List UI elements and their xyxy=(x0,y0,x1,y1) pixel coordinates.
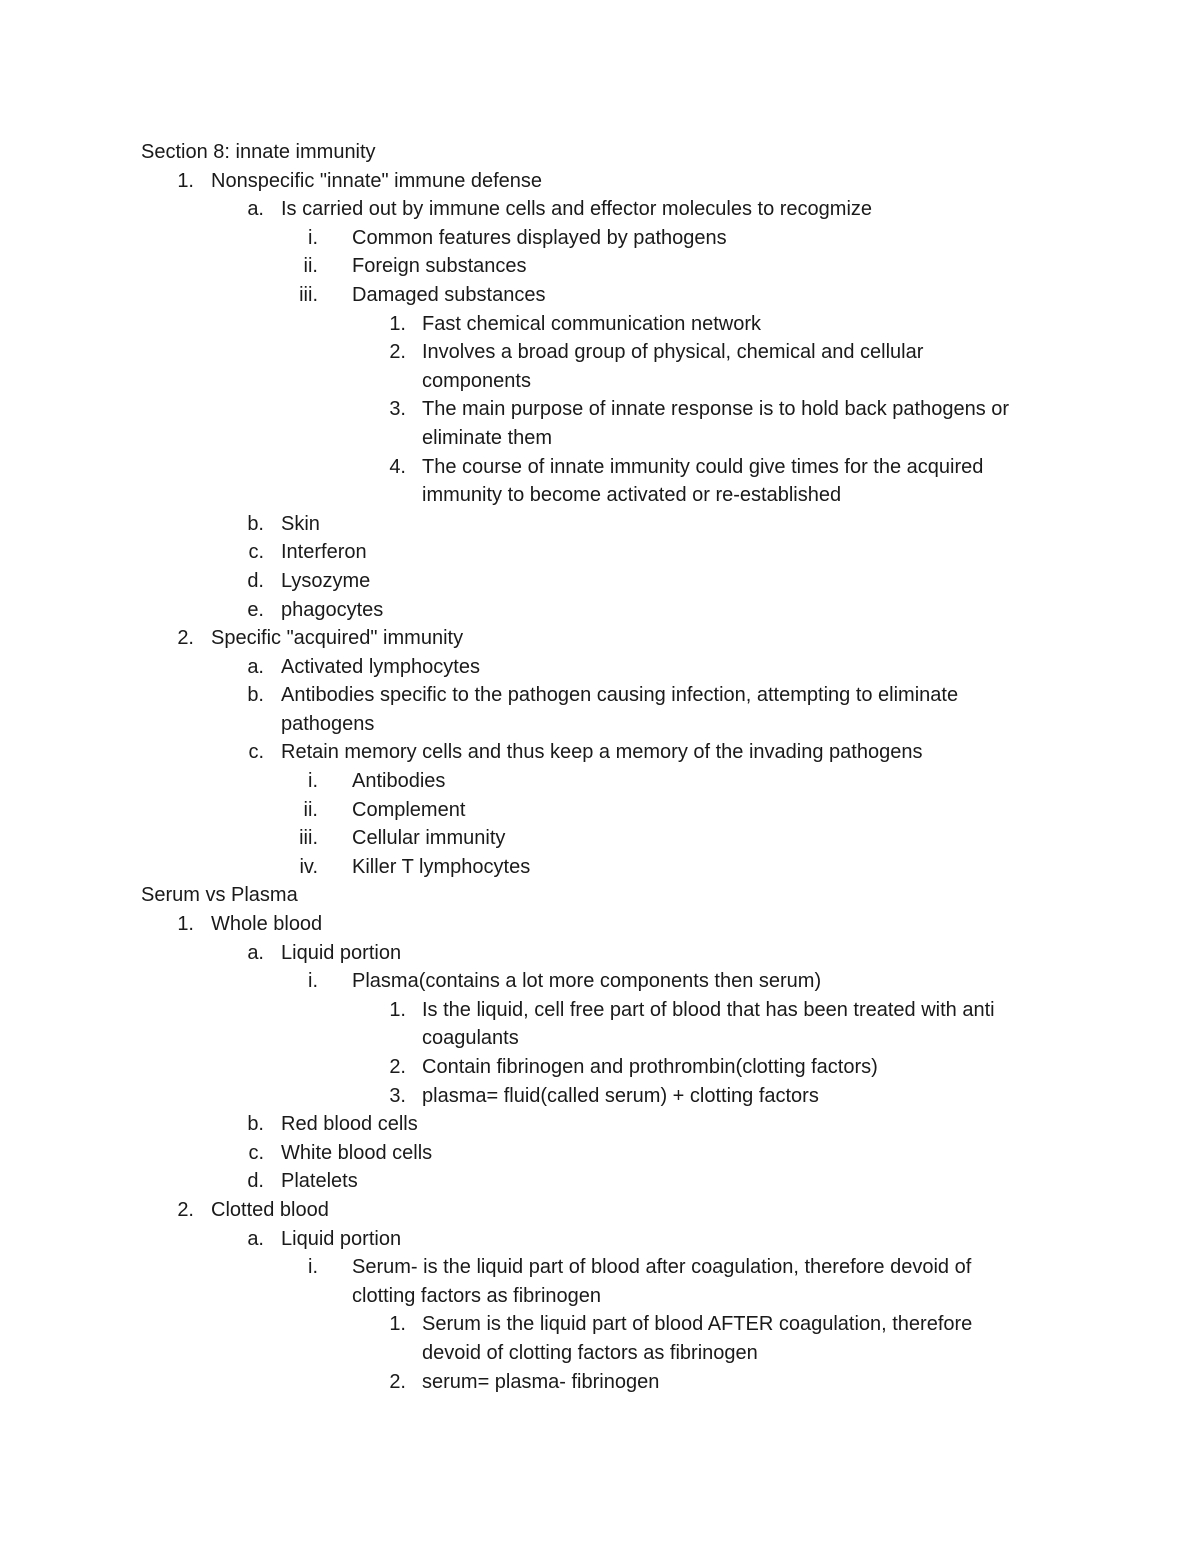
list-item-text: plasma= fluid(called serum) + clotting factors xyxy=(422,1084,819,1107)
list-item-text: Contain fibrinogen and prothrombin(clotting factors) xyxy=(422,1056,878,1078)
list-marker: d. xyxy=(247,1170,264,1193)
list-marker: ii. xyxy=(303,255,318,278)
list-item-text: Damaged substances xyxy=(352,283,546,306)
list-item-text: Liquid portion xyxy=(281,941,402,964)
list-marker: i. xyxy=(308,770,318,793)
list-item-text: Section 8: innate immunity xyxy=(141,141,376,163)
section-heading xyxy=(0,881,1200,910)
list-marker: 2. xyxy=(177,1198,194,1221)
list-item xyxy=(0,224,1200,253)
list-marker: 1. xyxy=(177,169,194,192)
list-item xyxy=(0,996,1200,1025)
list-marker: a. xyxy=(247,198,264,221)
list-item-text: coagulants xyxy=(422,1027,519,1050)
list-marker: c. xyxy=(248,1141,264,1164)
list-marker: 2. xyxy=(177,627,194,650)
list-item-text: Is the liquid, cell free part of blood that has been treated with anti xyxy=(422,998,995,1021)
list-item xyxy=(0,1310,1200,1339)
list-item-text: Serum vs Plasma xyxy=(141,884,298,907)
list-item xyxy=(0,510,1200,539)
list-item xyxy=(0,710,1200,739)
list-item-text: Plasma(contains a lot more components then serum) xyxy=(352,970,822,993)
list-item xyxy=(0,1368,1200,1397)
list-item-text: Nonspecific "innate" immune defense xyxy=(211,169,543,192)
list-item xyxy=(0,1196,1200,1225)
list-item-text: clotting factors as fibrinogen xyxy=(352,1284,602,1307)
list-item-text: Antibodies xyxy=(352,770,446,793)
list-item-text: Antibodies specific to the pathogen causing infection, attempting to eliminate xyxy=(281,684,959,707)
list-item xyxy=(0,281,1200,310)
list-item xyxy=(0,1339,1200,1368)
list-marker: 2. xyxy=(389,341,406,364)
list-item-text: Foreign substances xyxy=(352,255,527,278)
list-item xyxy=(0,596,1200,625)
list-marker: iii. xyxy=(299,827,318,850)
list-item xyxy=(0,538,1200,567)
list-item xyxy=(0,1053,1200,1082)
list-marker: b. xyxy=(247,1113,264,1136)
list-marker: b. xyxy=(247,684,264,707)
list-item-text: immunity to become activated or re-established xyxy=(422,484,842,507)
list-marker: a. xyxy=(247,941,264,964)
list-item xyxy=(0,967,1200,996)
list-marker: i. xyxy=(308,1256,318,1279)
list-item xyxy=(0,1024,1200,1053)
list-item-text: phagocytes xyxy=(281,598,384,621)
list-item-text: Platelets xyxy=(281,1170,358,1193)
list-item-text: Involves a broad group of physical, chemical and cellular xyxy=(422,341,924,364)
list-marker: e. xyxy=(247,598,264,621)
list-item xyxy=(0,1253,1200,1282)
list-item-text: serum= plasma- fibrinogen xyxy=(422,1370,660,1393)
list-item-text: Common features displayed by pathogens xyxy=(352,226,727,249)
list-item-text: Killer T lymphocytes xyxy=(352,855,531,878)
list-item-text: Whole blood xyxy=(211,913,323,936)
list-item xyxy=(0,1225,1200,1254)
list-item-text: Fast chemical communication network xyxy=(422,312,762,335)
list-marker: iv. xyxy=(299,855,318,878)
list-item-text: Liquid portion xyxy=(281,1227,402,1250)
list-item-text: Clotted blood xyxy=(211,1198,329,1221)
list-item xyxy=(0,338,1200,367)
list-item xyxy=(0,252,1200,281)
list-item-text: Serum- is the liquid part of blood after coagulation, therefore devoid of xyxy=(352,1256,972,1279)
list-item xyxy=(0,1167,1200,1196)
list-marker: 1. xyxy=(389,998,406,1021)
document-page xyxy=(0,138,1200,1396)
list-item xyxy=(0,653,1200,682)
list-item-text: Serum is the liquid part of blood AFTER coagulation, therefore xyxy=(422,1313,973,1336)
list-item xyxy=(0,1082,1200,1111)
list-item xyxy=(0,310,1200,339)
list-item-text: components xyxy=(422,369,531,392)
list-item-text: Cellular immunity xyxy=(352,827,506,850)
list-marker: iii. xyxy=(299,283,318,306)
list-item-text: Specific "acquired" immunity xyxy=(211,627,464,650)
list-marker: 3. xyxy=(389,1084,406,1107)
list-item xyxy=(0,1110,1200,1139)
list-item-text: Activated lymphocytes xyxy=(281,655,480,678)
list-marker: 2. xyxy=(389,1370,406,1393)
list-item xyxy=(0,1282,1200,1311)
list-item xyxy=(0,681,1200,710)
list-item xyxy=(0,395,1200,424)
list-item xyxy=(0,767,1200,796)
list-item xyxy=(0,910,1200,939)
list-item xyxy=(0,939,1200,968)
list-marker: ii. xyxy=(303,798,318,821)
list-item xyxy=(0,824,1200,853)
list-marker: c. xyxy=(248,741,264,764)
list-item xyxy=(0,624,1200,653)
list-marker: 1. xyxy=(389,312,406,335)
list-item xyxy=(0,796,1200,825)
list-item xyxy=(0,567,1200,596)
list-item-text: eliminate them xyxy=(422,426,553,449)
list-item-text: Is carried out by immune cells and effector molecules to recogmize xyxy=(281,198,873,221)
list-marker: 1. xyxy=(177,913,194,936)
list-item xyxy=(0,453,1200,482)
list-marker: 4. xyxy=(389,455,406,478)
list-marker: b. xyxy=(247,512,264,535)
list-marker: 2. xyxy=(389,1056,406,1078)
list-item-text: Skin xyxy=(281,512,320,535)
list-marker: 1. xyxy=(389,1313,406,1336)
section-heading xyxy=(0,138,1200,167)
list-item-text: Complement xyxy=(352,798,466,821)
list-item-text: White blood cells xyxy=(281,1141,433,1164)
list-item-text: Lysozyme xyxy=(281,569,371,592)
list-item-text: Retain memory cells and thus keep a memory of the invading pathogens xyxy=(281,741,923,764)
list-item-text: The course of innate immunity could give times for the acquired xyxy=(422,455,984,478)
list-item-text: Red blood cells xyxy=(281,1113,418,1136)
list-marker: c. xyxy=(248,541,264,564)
list-item-text: The main purpose of innate response is to hold back pathogens or xyxy=(422,398,1010,421)
list-item-text: pathogens xyxy=(281,712,375,735)
list-marker: 3. xyxy=(389,398,406,421)
list-item-text: devoid of clotting factors as fibrinogen xyxy=(422,1341,758,1364)
list-item xyxy=(0,424,1200,453)
list-item xyxy=(0,738,1200,767)
list-item-text: Interferon xyxy=(281,541,367,564)
list-item xyxy=(0,195,1200,224)
list-item xyxy=(0,481,1200,510)
list-marker: a. xyxy=(247,1227,264,1250)
list-marker: d. xyxy=(247,569,264,592)
list-item xyxy=(0,167,1200,196)
list-marker: i. xyxy=(308,970,318,993)
list-item xyxy=(0,853,1200,882)
list-marker: a. xyxy=(247,655,264,678)
list-item xyxy=(0,367,1200,396)
list-item xyxy=(0,1139,1200,1168)
list-marker: i. xyxy=(308,226,318,249)
